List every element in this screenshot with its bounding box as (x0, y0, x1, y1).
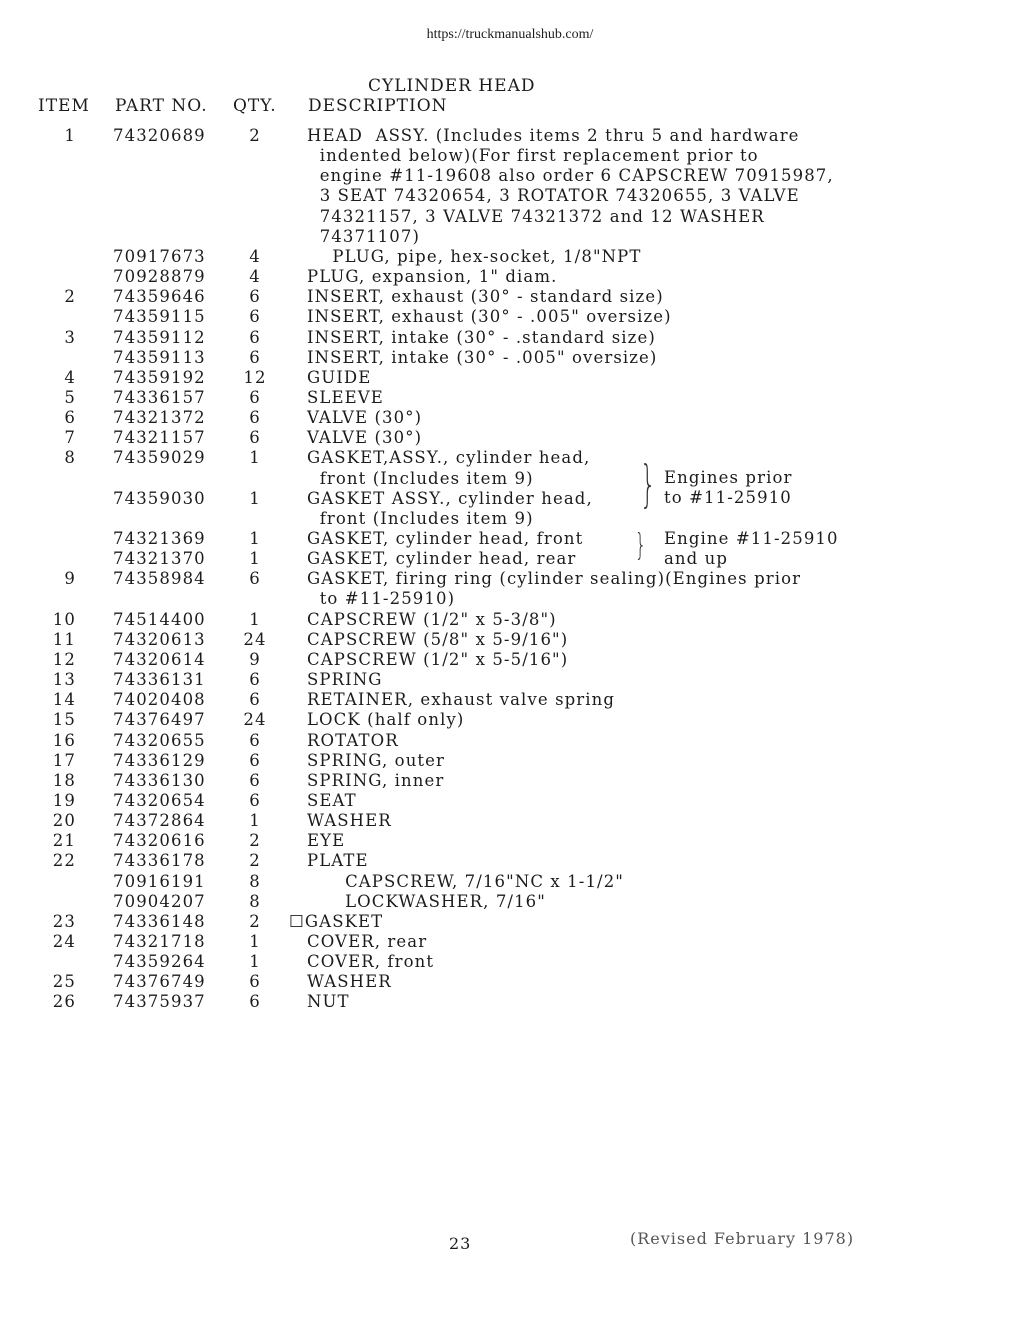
quantity: 6 (249, 428, 261, 448)
part-number: 74336157 (113, 387, 206, 407)
quantity: 6 (249, 569, 261, 589)
item-number: 12 (52, 649, 76, 669)
description-line: 74321157, 3 VALVE 74321372 and 12 WASHER (307, 206, 765, 226)
description-line: WASHER (307, 972, 392, 992)
item-number: 22 (52, 851, 76, 871)
part-number: 74020408 (113, 690, 206, 710)
quantity: 6 (249, 327, 261, 347)
description-line: CAPSCREW (1/2" x 5-3/8") (307, 609, 557, 629)
quantity: 6 (249, 790, 261, 810)
item-number: 24 (52, 932, 76, 951)
brace-icon: } (639, 455, 656, 513)
revision-note: (Revised February 1978) (630, 1229, 855, 1248)
item-number: 9 (64, 569, 76, 589)
part-number: 74320689 (113, 126, 206, 145)
description-line: SPRING, inner (307, 770, 445, 790)
item-number: 23 (52, 911, 76, 931)
quantity: 1 (249, 932, 261, 951)
part-number: 74320655 (113, 730, 206, 750)
description-line: COVER, rear (307, 932, 428, 951)
quantity: 6 (249, 992, 261, 1012)
quantity: 2 (249, 126, 261, 145)
description-line: GASKET,ASSY., cylinder head, (307, 448, 591, 468)
item-number: 2 (64, 287, 76, 307)
quantity: 1 (249, 609, 261, 629)
quantity: 6 (249, 347, 261, 367)
description-line: indented below)(For first replacement prior to (307, 146, 759, 166)
item-number: 13 (52, 670, 76, 690)
part-number: 74321157 (113, 428, 206, 448)
quantity: 2 (249, 851, 261, 871)
item-number: 1 (64, 126, 76, 145)
description-line: SPRING (307, 670, 383, 690)
quantity: 12 (243, 367, 267, 387)
part-number: 74320614 (113, 649, 206, 669)
description-line: PLUG, pipe, hex-socket, 1/8"NPT (307, 246, 642, 266)
description-line: RETAINER, exhaust valve spring (307, 690, 616, 710)
part-number: 74359646 (113, 287, 206, 307)
part-number: 74321370 (113, 549, 206, 569)
quantity: 1 (249, 488, 261, 508)
quantity: 6 (249, 387, 261, 407)
item-number: 21 (52, 831, 76, 851)
description-line: EYE (307, 831, 346, 851)
item-number: 19 (52, 790, 76, 810)
part-number: 70916191 (113, 871, 206, 891)
description-line: SEAT (307, 790, 357, 810)
note-line: to #11-25910 (664, 488, 792, 507)
description-line: CAPSCREW, 7/16"NC x 1-1/2" (307, 871, 624, 891)
part-number: 74376497 (113, 710, 206, 730)
description-line: LOCKWASHER, 7/16" (307, 891, 546, 911)
part-number: 70917673 (113, 246, 206, 266)
quantity: 1 (249, 811, 261, 831)
description-line: ROTATOR (307, 730, 399, 750)
part-number: 74336131 (113, 670, 206, 690)
item-number: 20 (52, 811, 76, 831)
quantity: 2 (249, 831, 261, 851)
part-number: 70928879 (113, 267, 206, 287)
page-number: 23 (449, 1234, 472, 1253)
description-line: CAPSCREW (5/8" x 5-9/16") (307, 629, 569, 649)
column-header-part-no: PART NO. (115, 96, 208, 116)
description-line: GASKET, firing ring (cylinder sealing)(Engines prior (307, 569, 802, 589)
description-line: HEAD ASSY. (Includes items 2 thru 5 and hardware (307, 126, 800, 145)
note-line: Engines prior (664, 468, 793, 487)
part-number: 74514400 (113, 609, 206, 629)
description-line: SLEEVE (307, 387, 384, 407)
quantity: 1 (249, 529, 261, 548)
column-header-description: DESCRIPTION (308, 96, 448, 116)
quantity: 2 (249, 911, 261, 931)
item-number: 11 (52, 629, 76, 649)
part-number: 74358984 (113, 569, 206, 589)
description-line: VALVE (30°) (307, 428, 423, 448)
item-number: 26 (52, 992, 76, 1012)
part-number: 74359264 (113, 952, 206, 972)
description-line: ☐GASKET (289, 911, 384, 931)
description-line: GASKET ASSY., cylinder head, (307, 488, 593, 508)
description-line: CAPSCREW (1/2" x 5-5/16") (307, 649, 569, 669)
description-line: GASKET, cylinder head, front (307, 529, 584, 548)
item-number: 6 (64, 408, 76, 428)
description-line: COVER, front (307, 952, 435, 972)
quantity: 6 (249, 750, 261, 770)
part-number: 74359192 (113, 367, 206, 387)
description-line: PLUG, expansion, 1" diam. (307, 267, 558, 287)
item-number: 15 (52, 710, 76, 730)
item-number: 3 (64, 327, 76, 347)
part-number: 74336130 (113, 770, 206, 790)
quantity: 1 (249, 952, 261, 972)
part-number: 74336148 (113, 911, 206, 931)
part-number: 74359113 (113, 347, 206, 367)
quantity: 6 (249, 770, 261, 790)
part-number: 74336129 (113, 750, 206, 770)
description-line: 74371107) (307, 226, 421, 246)
description-line: NUT (307, 992, 350, 1012)
part-number: 74375937 (113, 992, 206, 1012)
part-number: 74359112 (113, 327, 206, 347)
description-line: LOCK (half only) (307, 710, 465, 730)
part-number: 74321718 (113, 932, 206, 951)
description-line: INSERT, intake (30° - .005" oversize) (307, 347, 658, 367)
quantity: 9 (249, 649, 261, 669)
note-line: and up (664, 549, 729, 568)
quantity: 4 (249, 246, 261, 266)
column-header-item: ITEM (38, 96, 90, 116)
quantity: 6 (249, 408, 261, 428)
quantity: 6 (249, 670, 261, 690)
item-number: 16 (52, 730, 76, 750)
quantity: 8 (249, 891, 261, 911)
description-line: front (Includes item 9) (307, 468, 534, 488)
quantity: 8 (249, 871, 261, 891)
part-number: 74372864 (113, 811, 206, 831)
item-number: 8 (64, 448, 76, 468)
item-number: 10 (52, 609, 76, 629)
quantity: 6 (249, 287, 261, 307)
note-line: Engine #11-25910 (664, 529, 839, 548)
part-number: 74320613 (113, 629, 206, 649)
description-line: to #11-25910) (307, 589, 456, 609)
part-number: 74320654 (113, 790, 206, 810)
quantity: 6 (249, 730, 261, 750)
part-number: 74321372 (113, 408, 206, 428)
part-number: 74321369 (113, 529, 206, 548)
description-line: engine #11-19608 also order 6 CAPSCREW 70915987, (307, 166, 834, 186)
item-number: 25 (52, 972, 76, 992)
part-number: 74359029 (113, 448, 206, 468)
description-line: INSERT, exhaust (30° - standard size) (307, 287, 664, 307)
item-number: 18 (52, 770, 76, 790)
quantity: 24 (243, 710, 267, 730)
part-number: 74359030 (113, 488, 206, 508)
quantity: 1 (249, 448, 261, 468)
quantity: 24 (243, 629, 267, 649)
description-line: SPRING, outer (307, 750, 446, 770)
description-line: GASKET, cylinder head, rear (307, 549, 577, 569)
item-number: 17 (52, 750, 76, 770)
description-line: GUIDE (307, 367, 372, 387)
description-line: PLATE (307, 851, 369, 871)
item-number: 7 (64, 428, 76, 448)
part-number: 70904207 (113, 891, 206, 911)
item-number: 5 (64, 387, 76, 407)
source-url: https://truckmanualshub.com/ (426, 27, 594, 42)
quantity: 1 (249, 549, 261, 569)
brace-icon: } (634, 528, 647, 563)
section-title: CYLINDER HEAD (368, 76, 536, 96)
part-number: 74320616 (113, 831, 206, 851)
column-header-qty: QTY. (233, 96, 277, 116)
item-number: 14 (52, 690, 76, 710)
description-line: front (Includes item 9) (307, 508, 534, 528)
description-line: INSERT, intake (30° - .standard size) (307, 327, 656, 347)
part-number: 74376749 (113, 972, 206, 992)
part-number: 74359115 (113, 307, 206, 327)
quantity: 6 (249, 972, 261, 992)
description-line: WASHER (307, 811, 392, 831)
description-line: VALVE (30°) (307, 408, 423, 428)
description-line: INSERT, exhaust (30° - .005" oversize) (307, 307, 672, 327)
description-line: 3 SEAT 74320654, 3 ROTATOR 74320655, 3 VALVE (307, 186, 800, 206)
item-number: 4 (64, 367, 76, 387)
quantity: 6 (249, 690, 261, 710)
quantity: 4 (249, 267, 261, 287)
part-number: 74336178 (113, 851, 206, 871)
quantity: 6 (249, 307, 261, 327)
